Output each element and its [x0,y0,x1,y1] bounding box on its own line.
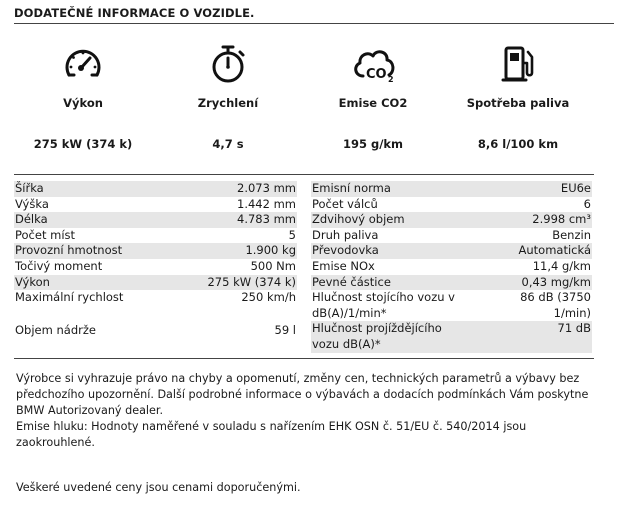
spec-row: Počet míst 5 [15,227,296,242]
spec-row: Šířka 2.073 mm [15,181,296,195]
speedometer-icon [61,42,105,86]
co2-cloud-icon [349,42,397,86]
kpi-co2-label: Emise CO2 [338,96,408,110]
kpi-power [8,42,158,151]
spec-row: Emise NOx 11,4 g/km [312,258,591,273]
spec-row: Druh paliva Benzin [312,227,591,242]
spec-row: Hlučnost projíždějícího vozu dB(A)* 71 dB [312,321,591,351]
spec-row: Délka 4.783 mm [15,212,296,227]
kpi-acceleration-label: Zrychlení [197,96,259,110]
spec-row: Převodovka Automatická [312,243,591,258]
kpi-acceleration [153,42,303,151]
kpi-fuel-label: Spotřeba paliva [466,96,570,110]
spec-row: Objem nádrže 59 l [15,322,296,337]
disclaimer-notes [16,371,596,451]
spec-row: Výška 1.442 mm [15,196,296,211]
kpi-fuel [443,42,593,151]
spec-row: Výkon 275 kW (374 k) [15,274,296,289]
fuel-pump-icon [496,42,540,86]
kpi-co2-value: 195 g/km [342,137,404,151]
divider-top [14,174,594,175]
specs-right-table [311,181,592,353]
kpi-fuel-value: 8,6 l/100 km [477,137,559,151]
kpi-co2 [298,42,448,151]
kpi-power-label: Výkon [63,96,103,110]
section-title: DODATEČNÉ INFORMACE O VOZIDLE. [14,6,614,24]
kpi-power-value: 275 kW (374 k) [33,137,133,151]
spec-row: Pevné částice 0,43 mg/km [312,274,591,289]
noise-emission-note: Emise hluku: Hodnoty naměřené v souladu s nařízením EHK OSN č. 51/EU č. 540/2014 jsou zaokrouhlené. [16,420,527,449]
svg-text:2: 2 [388,75,394,84]
spec-row: Hlučnost stojícího vozu v dB(A)/1/min* 86 dB (3750 1/min) [312,290,591,320]
spec-row: Zdvihový objem 2.998 cm³ [312,212,591,227]
spec-row: Počet válců 6 [312,196,591,211]
specs-left-table [14,181,297,338]
disclaimer-text: Výrobce si vyhrazuje právo na chyby a opomenutí, změny cen, technických parametrů a výbavy bez předchozího upozornění. Další podrobné informace o výbavách a dodacích podmínkách Vám poskytne BMW Autorizovaný dealer. [16,372,589,417]
spec-row: Emisní norma EU6e [312,181,591,195]
stopwatch-icon [206,42,250,86]
svg-text:CO: CO [366,67,387,82]
price-note: Veškeré uvedené ceny jsou cenami doporučenými. [16,481,301,494]
spec-row: Točivý moment 500 Nm [15,258,296,273]
divider-bottom [14,358,594,359]
spec-row: Maximální rychlost 250 km/h [15,290,296,305]
spec-row: Provozní hmotnost 1.900 kg [15,243,296,258]
kpi-acceleration-value: 4,7 s [212,137,244,151]
